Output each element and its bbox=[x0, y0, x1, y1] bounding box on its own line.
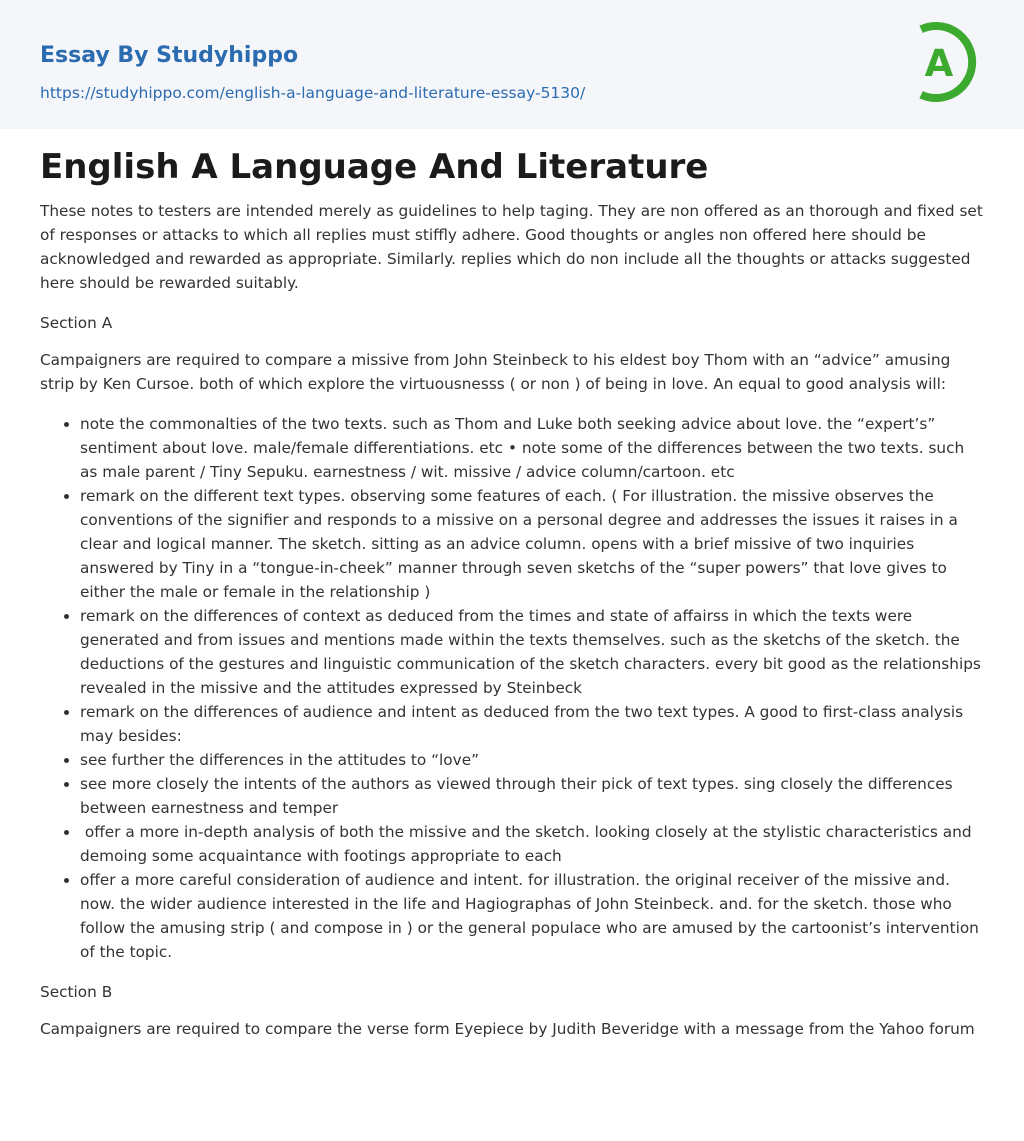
brand-title[interactable]: Essay By Studyhippo bbox=[40, 43, 299, 68]
list-item: • see more closely the intents of the authors as viewed through their pick of text types. sing closely the differences between earnestness and temper bbox=[80, 772, 984, 820]
section-a-heading: Section A bbox=[40, 314, 113, 332]
section-a-list bbox=[40, 412, 984, 964]
source-url-link[interactable]: https://studyhippo.com/english-a-language-and-literature-essay-5130/ bbox=[40, 84, 586, 102]
list-item: • see further the differences in the attitudes to “love” bbox=[80, 748, 984, 772]
section-a-paragraph: Campaigners are required to compare a missive from John Steinbeck to his eldest boy Thom with an “advice” amusing strip by Ken Cursoe. both of which explore the virtuousnesss ( or non ) of being in love. An equal to good analysis will: bbox=[40, 351, 951, 393]
list-item: • offer a more in-depth analysis of both the missive and the sketch. looking closely at the stylistic characteristics and demoing some acquaintance with footings appropriate to each bbox=[80, 820, 984, 868]
list-item: • remark on the differences of audience and intent as deduced from the two text types. A good to first-class analysis may besides: bbox=[80, 700, 984, 748]
intro-paragraph: These notes to testers are intended merely as guidelines to help taging. They are non offered as an thorough and fixed set of responses or attacks to which all replies must stiffly adhere. Good thoughts or angles non offered here should be acknowledged and rewarded as appropriate. Similarly. replies which do non include all the thoughts or attacks suggested here should be rewarded suitably. bbox=[40, 202, 983, 292]
logo-letter: A bbox=[924, 42, 954, 85]
page-title: English A Language And Literature bbox=[40, 147, 709, 187]
list-item: • remark on the differences of context as deduced from the times and state of affairss in which the texts were generated and from issues and mentions made within the texts themselves. such as the sketchs of the sketch. the deductions of the gestures and linguistic communication of the sketch characters. every bit good as the relationships revealed in the missive and the attitudes expressed by Steinbeck bbox=[80, 604, 984, 700]
article-body bbox=[0, 129, 1024, 1041]
list-item: • offer a more careful consideration of audience and intent. for illustration. the original receiver of the missive and. now. the wider audience interested in the life and Hagiographas of John Steinbeck. and. for the sketch. those who follow the amusing strip ( and compose in ) or the general populace who are amused by the cartoonist’s intervention of the topic. bbox=[80, 868, 984, 964]
section-b-heading: Section B bbox=[40, 983, 113, 1001]
list-item: • note the commonalties of the two texts. such as Thom and Luke both seeking advice about love. the “expert’s” sentiment about love. male/female differentiations. etc • note some of the differences between the two texts. such as male parent / Tiny Sepuku. earnestness / wit. missive / advice column/cartoon. etc bbox=[80, 412, 984, 484]
studyhippo-logo-icon[interactable] bbox=[913, 19, 985, 105]
section-b-paragraph: Campaigners are required to compare the verse form Eyepiece by Judith Beveridge with a message from the Yahoo forum bbox=[40, 1020, 975, 1038]
site-header bbox=[0, 0, 1024, 129]
list-item: • remark on the different text types. observing some features of each. ( For illustration. the missive observes the conventions of the signifier and responds to a missive on a personal degree and addresses the issues it raises in a clear and logical manner. The sketch. sitting as an advice column. opens with a brief missive of two inquiries answered by Tiny in a “tongue-in-cheek” manner through seven sketchs of the “super powers” that love gives to either the male or female in the relationship ) bbox=[80, 484, 984, 604]
